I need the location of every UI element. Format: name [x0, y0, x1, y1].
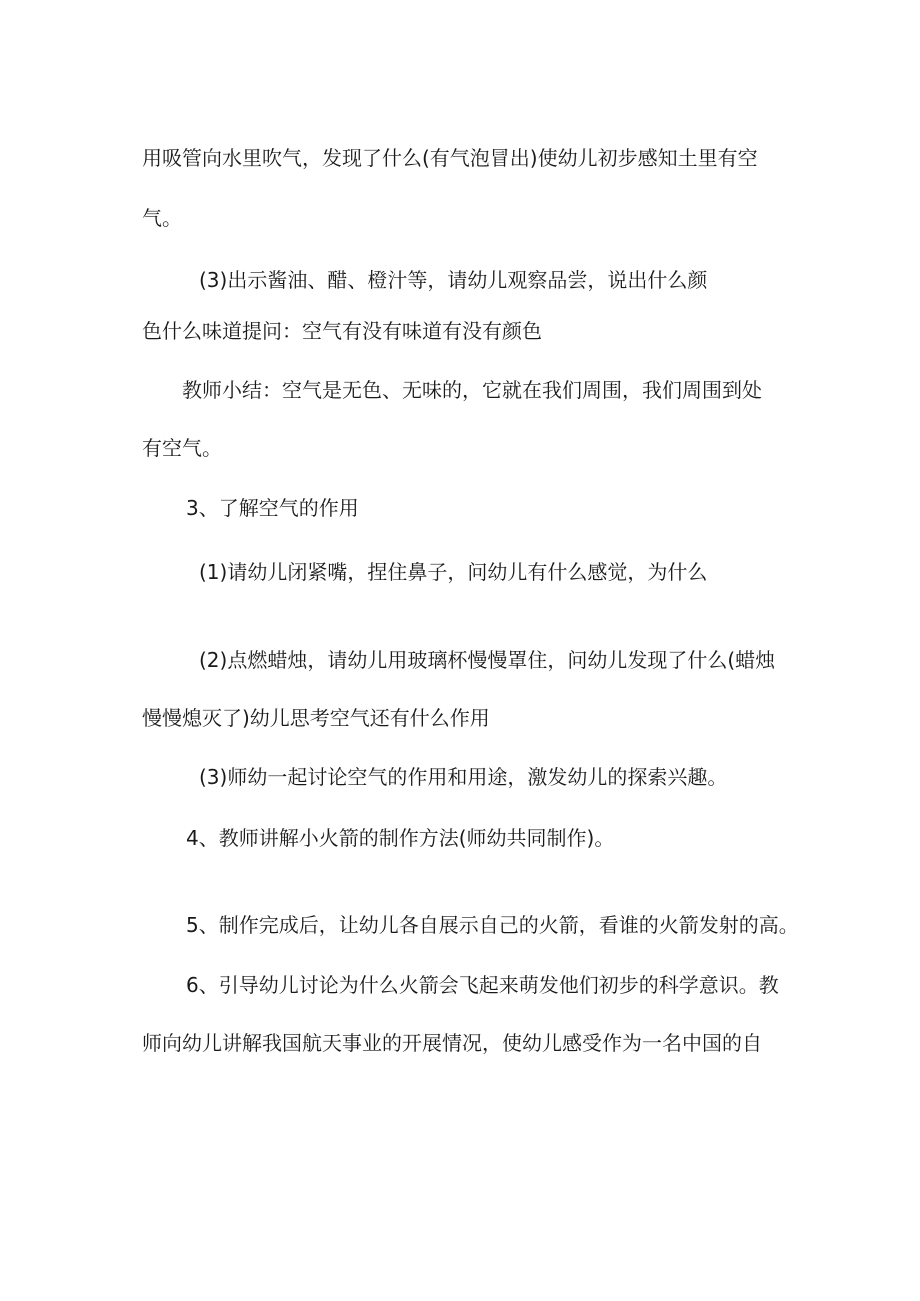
summary-text-line: 教师小结：空气是无色、无味的，它就在我们周围，我们周围到处 [182, 378, 762, 402]
step-text: 6、引导幼儿讨论为什么火箭会飞起来萌发他们初步的科学意识。教 [186, 973, 779, 997]
section-heading: 3、了解空气的作用 [186, 496, 359, 520]
summary-text-line: 有空气。 [142, 436, 222, 460]
list-item-text: 慢慢熄灭了)幼儿思考空气还有什么作用 [142, 706, 490, 730]
list-item-text: (3)师幼一起讨论空气的作用和用途，激发幼儿的探索兴趣。 [199, 765, 728, 789]
list-item-text: (3)出示酱油、醋、橙汁等，请幼儿观察品尝，说出什么颜 [199, 268, 708, 292]
list-item-text: (2)点燃蜡烛，请幼儿用玻璃杯慢慢罩住，问幼儿发现了什么(蜡烛 [199, 648, 776, 672]
body-text-line: 用吸管向水里吹气，发现了什么(有气泡冒出)使幼儿初步感知土里有空 [142, 146, 758, 170]
step-text: 4、教师讲解小火箭的制作方法(师幼共同制作)。 [186, 826, 615, 850]
step-text: 5、制作完成后，让幼儿各自展示自己的火箭，看谁的火箭发射的高。 [186, 913, 799, 937]
body-text-line: 气。 [142, 206, 182, 230]
list-item-text: (1)请幼儿闭紧嘴，捏住鼻子，问幼儿有什么感觉，为什么 [199, 560, 708, 584]
list-item-text: 色什么味道提问：空气有没有味道有没有颜色 [142, 319, 542, 343]
step-text: 师向幼儿讲解我国航天事业的开展情况，使幼儿感受作为一名中国的自 [142, 1031, 762, 1055]
